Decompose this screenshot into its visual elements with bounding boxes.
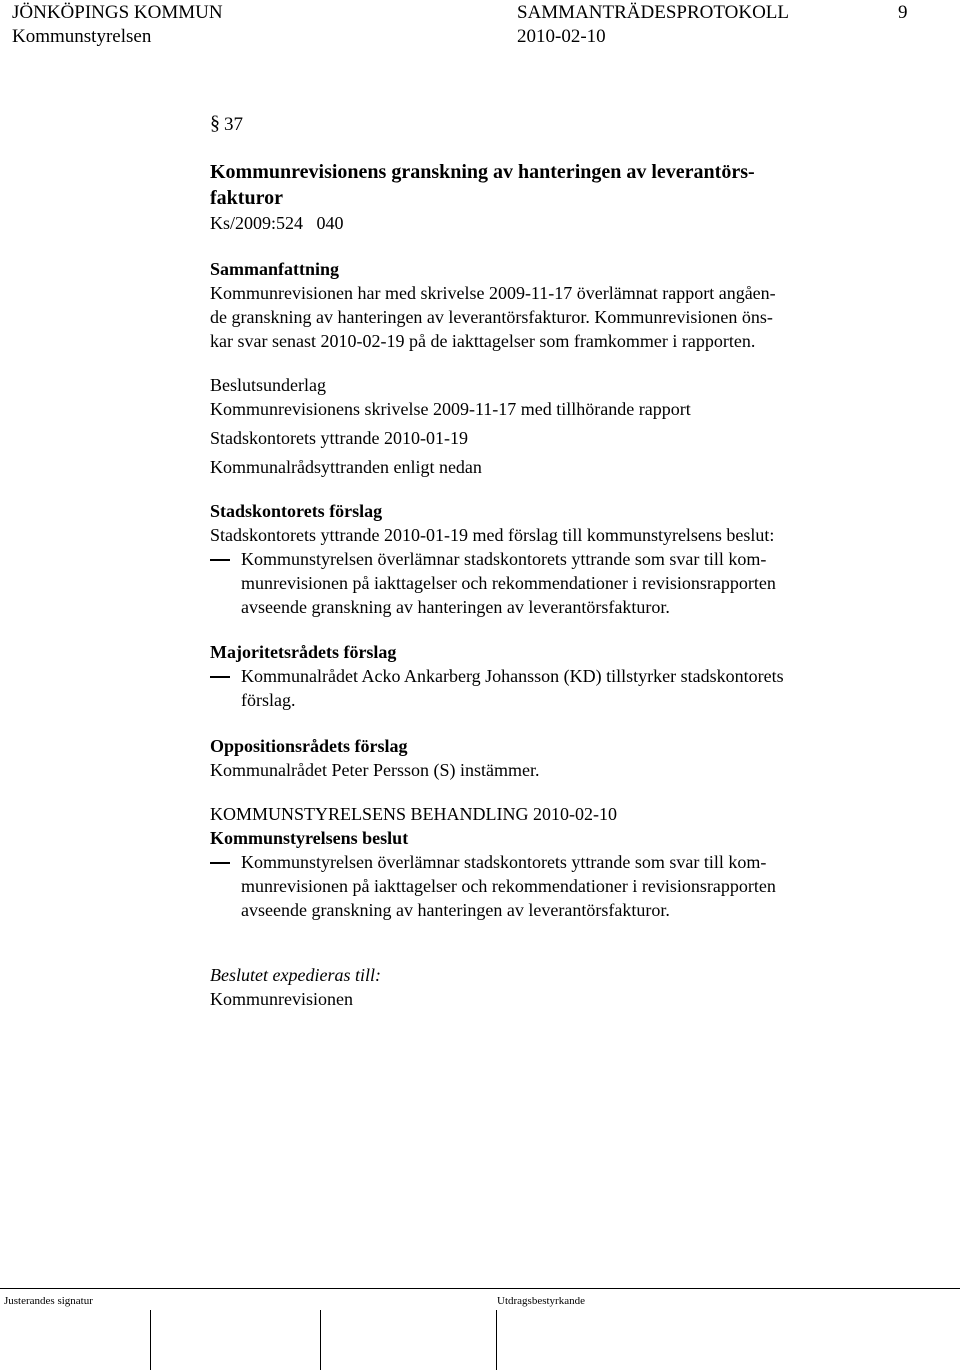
signature-box-divider bbox=[496, 1310, 497, 1370]
basis-item: Kommunrevisionens skrivelse 2009-11-17 med tillhörande rapport bbox=[210, 399, 691, 419]
office-proposal-heading: Stadskontorets förslag bbox=[210, 501, 383, 521]
summary-line: Kommunrevisionen har med skrivelse 2009-11-17 överlämnat rapport angåen- bbox=[210, 283, 776, 303]
summary-heading: Sammanfattning bbox=[210, 259, 340, 279]
paragraph-symbol: § bbox=[210, 112, 220, 134]
dash-bullet bbox=[210, 676, 230, 678]
board-decision-line: avseende granskning av hanteringen av leverantörsfakturor. bbox=[241, 900, 670, 920]
summary-line: de granskning av hanteringen av leverantörsfakturor. Kommunrevisionen öns- bbox=[210, 307, 773, 327]
org-name: JÖNKÖPINGS KOMMUN bbox=[12, 2, 223, 23]
doc-type: SAMMANTRÄDESPROTOKOLL bbox=[517, 2, 790, 23]
page-number: 9 bbox=[898, 2, 908, 23]
signature-box-divider bbox=[320, 1310, 321, 1370]
basis-item: Stadskontorets yttrande 2010-01-19 bbox=[210, 428, 468, 448]
footer-signature-label: Justerandes signatur bbox=[4, 1295, 93, 1307]
case-reference: Ks/2009:524 040 bbox=[210, 213, 344, 233]
footer-divider bbox=[0, 1288, 960, 1289]
section-title-line2: fakturor bbox=[210, 187, 283, 209]
basis-heading: Beslutsunderlag bbox=[210, 375, 326, 395]
board-decision-heading: Kommunstyrelsens beslut bbox=[210, 828, 409, 848]
section-title-line1: Kommunrevisionens granskning av hanteringen av leverantörs- bbox=[210, 161, 755, 183]
office-proposal-line: Kommunstyrelsen överlämnar stadskontorets yttrande som svar till kom- bbox=[241, 549, 767, 569]
board-decision-line: Kommunstyrelsen överlämnar stadskontorets yttrande som svar till kom- bbox=[241, 852, 767, 872]
opposition-proposal-heading: Oppositionsrådets förslag bbox=[210, 736, 408, 756]
dash-bullet bbox=[210, 559, 230, 561]
opposition-proposal-text: Kommunalrådet Peter Persson (S) instämmer. bbox=[210, 760, 540, 780]
office-proposal-intro: Stadskontorets yttrande 2010-01-19 med förslag till kommunstyrelsens beslut: bbox=[210, 525, 775, 545]
section-number: 37 bbox=[224, 114, 243, 135]
basis-item: Kommunalrådsyttranden enligt nedan bbox=[210, 457, 482, 477]
summary-line: kar svar senast 2010-02-19 på de iakttagelser som framkommer i rapporten. bbox=[210, 331, 756, 351]
dispatch-label: Beslutet expedieras till: bbox=[210, 965, 381, 985]
majority-proposal-line: förslag. bbox=[241, 690, 296, 710]
dispatch-recipient: Kommunrevisionen bbox=[210, 989, 353, 1009]
board-decision-line: munrevisionen på iakttagelser och rekommendationer i revisionsrapporten bbox=[241, 876, 776, 896]
board-name: Kommunstyrelsen bbox=[12, 26, 152, 47]
footer-extract-label: Utdragsbestyrkande bbox=[497, 1295, 585, 1307]
majority-proposal-line: Kommunalrådet Acko Ankarberg Johansson (KD) tillstyrker stadskontorets bbox=[241, 666, 784, 686]
dash-bullet bbox=[210, 862, 230, 864]
office-proposal-line: avseende granskning av hanteringen av leverantörsfakturor. bbox=[241, 597, 670, 617]
board-handling: KOMMUNSTYRELSENS BEHANDLING 2010-02-10 bbox=[210, 804, 617, 824]
signature-box-divider bbox=[150, 1310, 151, 1370]
meeting-date: 2010-02-10 bbox=[517, 26, 606, 47]
office-proposal-line: munrevisionen på iakttagelser och rekommendationer i revisionsrapporten bbox=[241, 573, 776, 593]
majority-proposal-heading: Majoritetsrådets förslag bbox=[210, 642, 397, 662]
